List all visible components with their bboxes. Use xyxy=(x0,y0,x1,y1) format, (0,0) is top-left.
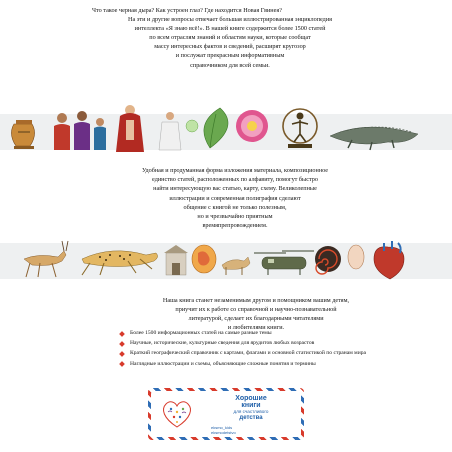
middle-text xyxy=(110,166,360,230)
red-diamond-icon xyxy=(119,331,125,337)
list-item-text: Научные, исторические, культурные сведения для ярудитов любых возрастов xyxy=(130,340,315,347)
spiral-illustration xyxy=(315,246,341,274)
intro-line: На эти и другие вопросы отвечает большая иллюстрированная энциклопедия xyxy=(128,16,332,24)
illustration-strip-bottom xyxy=(0,225,452,293)
middle-line: найти интересующую вас статью, карту, схему. Великолепные xyxy=(153,185,317,193)
middle-line: но и чрезвычайно приятным xyxy=(197,213,273,221)
cheetah-illustration xyxy=(82,251,158,275)
heart-doodle-icon xyxy=(159,397,195,431)
badge-inner xyxy=(151,391,301,437)
badge-slogan xyxy=(203,395,299,422)
intro-line: и послужат прекрасным информативным xyxy=(175,52,285,60)
illustration-strip-top xyxy=(0,96,452,164)
dog-illustration xyxy=(222,257,250,275)
bottom-text xyxy=(106,296,406,332)
middle-line: Удобная и продуманная форма изложения материала, композиционное xyxy=(141,167,329,174)
red-diamond-icon xyxy=(119,361,125,367)
bottom-line: приучит их к работе со справочной и научно-познавательной xyxy=(175,306,337,314)
list-item xyxy=(120,330,380,338)
list-item xyxy=(120,340,380,348)
social-handle: eksmodetstvo xyxy=(211,430,236,435)
bottom-line: Наша книга станет незаменимым другом и помощником вашим детям, xyxy=(162,297,350,304)
list-item xyxy=(120,361,380,369)
gazelle-illustration xyxy=(24,241,68,277)
illustration-band-top xyxy=(0,114,452,150)
monk-illustration xyxy=(116,105,144,152)
intro-text xyxy=(80,6,380,70)
vase-illustration xyxy=(11,120,34,149)
intro-line: массу интересных фактов и сведений, расширят кругозор xyxy=(154,43,306,51)
list-item-text: Наглядные иллюстрации и схемы, объясняющие сложные понятия и термины xyxy=(130,360,316,367)
red-diamond-icon xyxy=(119,351,125,357)
features-list xyxy=(120,330,380,371)
crocodile-illustration xyxy=(330,127,418,150)
intro-line: интеллекта «Я знаю всё!». В нашей книге содержится более 1500 статей xyxy=(134,25,326,33)
middle-line: единство статей, расположенных по алфавиту, помогут быстро xyxy=(152,176,318,184)
social-handle: eksmo_kids xyxy=(211,425,233,430)
building-illustration xyxy=(164,245,188,275)
flower-illustration xyxy=(236,110,268,142)
bottom-line: и любителями книги. xyxy=(227,324,285,332)
list-item xyxy=(120,350,380,358)
helicopter-illustration xyxy=(254,251,314,275)
intro-line: справочником для всей семьи. xyxy=(190,61,270,69)
egg-illustration xyxy=(348,245,364,269)
illustration-band-bottom xyxy=(0,243,452,279)
intro-line: по всем отраслям знаний и областям науки, которые сообщат xyxy=(149,34,311,42)
middle-line: общение с книгой не только полезным, xyxy=(183,203,287,211)
list-item-text: Более 1500 информационных статей на самые разные темы xyxy=(130,330,272,336)
intro-line: Что такое черная дыра? Как устроен глаз? Где находится Новая Гвинея? xyxy=(92,7,282,14)
middle-line: иллюстрации и современная полиграфия сделают xyxy=(169,194,301,202)
anatomical-heart-illustration xyxy=(374,241,404,279)
badge-line: для счастливого xyxy=(233,409,269,414)
social-handles xyxy=(211,425,236,435)
bottom-line: литературой, сделает их благодарными читателями xyxy=(188,315,324,323)
badge-line: Хорошие xyxy=(235,395,267,402)
figure-illustration xyxy=(159,112,181,150)
embryo-illustration xyxy=(192,245,216,273)
list-item-text: Краткий географический справочник с картами, флагами и основной статистикой по странам мира xyxy=(130,350,366,357)
red-diamond-icon xyxy=(119,341,125,347)
publisher-badge xyxy=(148,388,304,440)
badge-line: книги xyxy=(241,402,261,409)
middle-line: времяпрепровождением. xyxy=(202,222,268,230)
badge-line: детства xyxy=(239,414,263,421)
statue-illustration xyxy=(283,109,317,148)
people-illustration xyxy=(54,111,106,150)
leaf-illustration xyxy=(186,108,228,148)
